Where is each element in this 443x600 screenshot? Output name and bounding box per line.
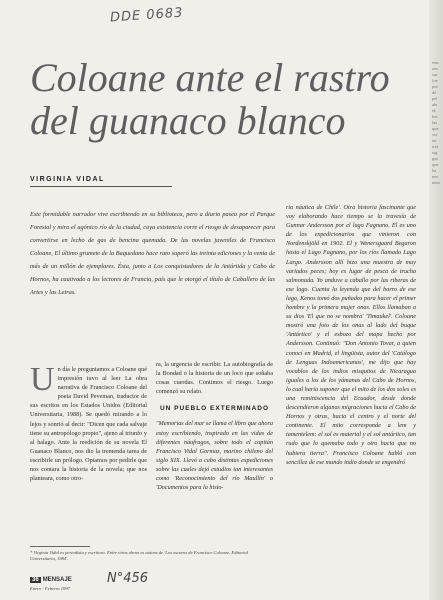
- handwritten-catalog-number: DDE 0683: [109, 5, 184, 26]
- section-subhead: UN PUEBLO EXTERMINADO: [159, 405, 270, 413]
- article-title: [30, 56, 390, 142]
- adjacent-page-edge: [429, 0, 443, 600]
- column-2: [156, 360, 273, 492]
- author-byline: VIRGINIA VIDAL: [30, 176, 105, 183]
- column-1-text: n día le preguntamos a Coloane qué impresión tuvo al leer La obra narrativa de Francisco Coloane del poeta David Peveman, traductor de sus escritos en los Estados Unidos (Editorial Universitaria, 1988). Se quedó mirando a lo lejos y sonrió al decir: "Dicen que cada salvaje tiene su antropólogo propio", ajeno al triunfo y al halago. Ante la reedición de su novela El Guanaco Blanco, nos dio la tremenda tarea de escribirle un prólogo. Optamos por pedirle que nos contara la historia de la novela; que nos planteara, como otro-: [30, 366, 147, 483]
- page-number: 36: [32, 577, 39, 583]
- column-2-body-text: "Memorias del mar se llama el libro que ahora estoy escribiendo, inspirado en las vidas de diferentes náufragos, sobre todo el capitán Francisco Vidal Gormaz, marino chileno del siglo XIX. Llevó a cabo distintas expediciones sobre las cuales dejó estudios tan interesantes como 'Reconocimiento del río Maullín' o 'Documentos para la histo-: [156, 420, 273, 492]
- title-line-2: del guanaco blanco: [30, 98, 346, 143]
- page-footer: [30, 577, 72, 583]
- intro-paragraph: Este formidable narrador vive escribiendo en su biblioteca, pero a diario pasea por el Parque Forestal y mira el agónico río de la ciudad, cuya existencia corre el riesgo de desaparecer para convertirse en lecho de gas de bencina quemada. De las novelas juveniles de Francisco Coloane, El último grumete de la Baquedano hace rato superó las treinta ediciones y la venta de más de un millón de ejemplares. Ésta, junto a Los conquistadores de la Antártida y Cabo de Hornos, ha cautivado a los lectores de Francia, país que le otorgó el título de Caballero de las Artes y las Letras.: [30, 211, 275, 296]
- column-2-top-text: ra, la urgencia de escribir. La autobiografía de la Bondad o la historia de un loco que soñaba cosas cuerdas. Contimos el riesgo. Luego comenzó su relato.: [156, 361, 273, 396]
- column-1: [30, 361, 147, 483]
- footnote: * Virginia Vidal es periodista y escritora. Entre otras obras es autora de 'Los oscuros de Francisco Coloane, Editorial Universitaria, 1984'.: [30, 550, 248, 561]
- issue-date: Enero - Febrero 1997: [30, 586, 70, 591]
- magazine-name: MENSAJE: [42, 577, 72, 583]
- title-line-1: Coloane ante el rastro: [30, 55, 390, 100]
- handwritten-issue-number: N°456: [107, 571, 149, 586]
- drop-cap: U: [30, 361, 55, 398]
- column-3: ria náutica de Chile'. Otra historia fascinante que voy elaborando hace tiempo se la travesía de Gunnar Andersson por el lago Fagnano. El es uno de los expedicionarios que vinieron con Nordenskjöld en 1902. El y Wenersgaard Begaron hasta el Lago Fagnano, por los ríos llamado Lago Largo. Andersson allí hizo una muestra de muy variados peces; hoy es lugar de pesca de trucha salmonada. Yo anduve a caballo por las riberas de ese lago. Cuenta la leyenda que del barro de ese lago, Kenos tomó dos puñados para hacer el primer hombre y la primera mujer onas. Ellos llamaban a su dios 'El que no se nombra' 'Timaukel'. Coloane mostró una foto de los onas al lado del buque 'Antártico' y el esbozo del mapa hecho por Andersson. Continuó: "Don Antonio Tovar, a quien conocí en Madrid, el lingüista, autor del 'Catálogo de Lenguas Indoamericanas', me dijo que hay vocablos de los indios misquitos de Nicaragua iguales a los de los yámanas del Cabo de Hornos, lo cual haría suponer que el mito de los dos soles es una reminiscencia del Ecuador, desde donde descendieron algunas migraciones hacia el Cabo de Hornos y otras, hacia el centro y el norte del continente. El mito corresponde a lem y tamentelem: el sol es material y el sol antártico, tan rudo que lo quemaba todo y otro hacia que no hubiera tierra". Francisco Coloane habló con sencillez de ese mundo indio donde se engendró: [286, 204, 416, 466]
- footnote-divider: [30, 546, 90, 547]
- author-divider: [30, 186, 172, 187]
- adjacent-page-text: ven zes sur fue por dé pel ale el, len las que vis ter trat sig gur que ha nes men: [432, 60, 440, 185]
